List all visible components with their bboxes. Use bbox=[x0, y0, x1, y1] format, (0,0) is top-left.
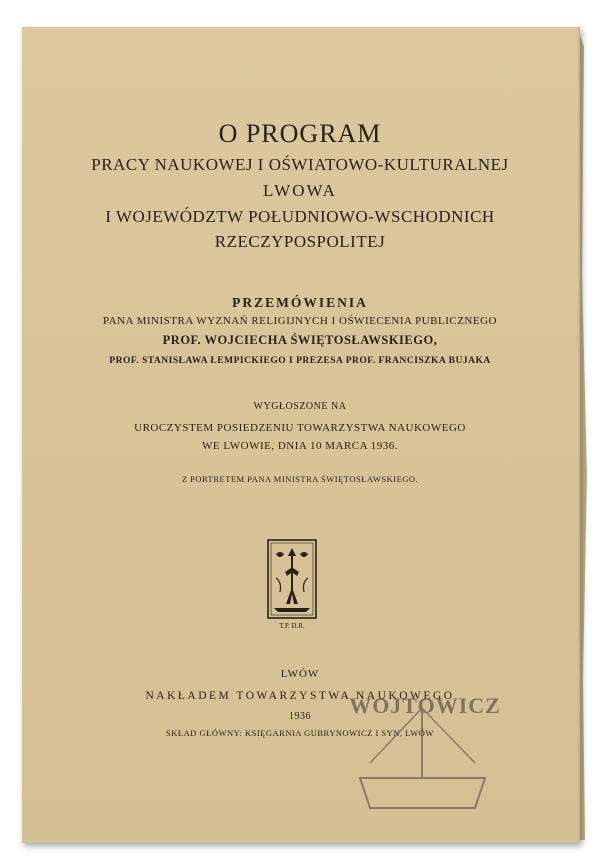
cover-title-line-5: RZECZYPOSPOLITEJ bbox=[214, 232, 386, 251]
speeches-heading: PRZEMÓWIENIA bbox=[232, 295, 368, 310]
cover-title-line-3: LWOWA bbox=[263, 181, 337, 200]
speeches-line-2: PROF. WOJCIECHA ŚWIĘTOSŁAWSKIEGO, bbox=[162, 333, 438, 347]
cover-title-line-2: PRACY NAUKOWEJ I OŚWIATOWO-KULTURALNEJ bbox=[91, 155, 509, 174]
cover-title-line-4: I WOJEWÓDZTW POŁUDNIOWO-WSCHODNICH bbox=[105, 207, 495, 226]
emblem-initials: T.P. D.R. bbox=[279, 622, 305, 630]
watermark-text: WOJTOWICZ bbox=[349, 693, 501, 718]
delivery-line-2: UROCZYSTEM POSIEDZENIU TOWARZYSTWA NAUKOWEGO bbox=[134, 422, 466, 434]
delivery-line-1: WYGŁOSZONE NA bbox=[253, 401, 347, 412]
cover-title: O PROGRAM bbox=[218, 119, 382, 148]
publisher-emblem-icon bbox=[266, 538, 318, 632]
publication-year: 1936 bbox=[289, 711, 311, 722]
portrait-note: Z PORTRETEM PANA MINISTRA ŚWIĘTOSŁAWSKIEGO. bbox=[181, 474, 419, 484]
delivery-line-3: WE LWOWIE, DNIA 10 MARCA 1936. bbox=[202, 440, 398, 452]
speeches-line-1: PANA MINISTRA WYZNAŃ RELIGIJNYCH I OŚWIECENIA PUBLICZNEGO bbox=[103, 315, 497, 327]
publisher-depot: SKŁAD GŁÓWNY: KSIĘGARNIA GUBRYNOWICZ I SYN, LWÓW bbox=[166, 728, 434, 738]
speeches-line-3: PROF. STANISŁAWA ŁEMPICKIEGO I PREZESA PROF. FRANCISZKA BUJAKA bbox=[109, 356, 491, 366]
publisher-city: LWÓW bbox=[280, 668, 320, 680]
publisher-name: NAKŁADEM TOWARZYSTWA NAUKOWEGO bbox=[145, 690, 455, 702]
auction-watermark bbox=[340, 668, 505, 818]
